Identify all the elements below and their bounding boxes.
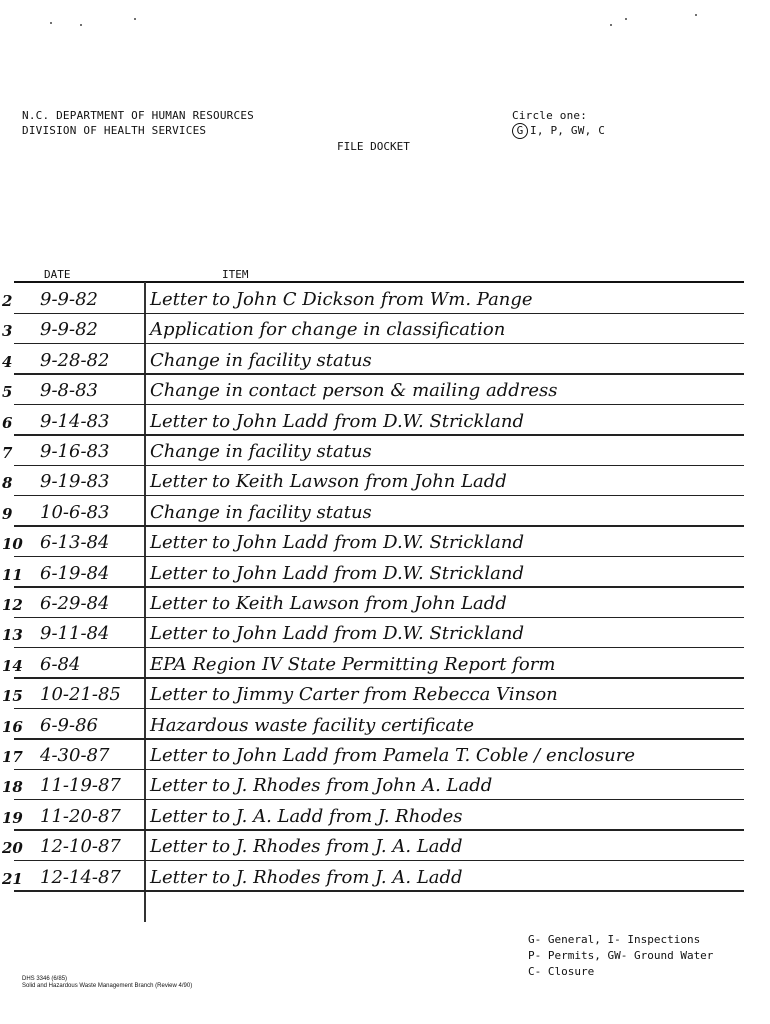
docket-row <box>0 801 770 831</box>
entry-number: 11 <box>2 565 23 584</box>
entry-number: 7 <box>2 444 13 462</box>
entry-date: 9-11-84 <box>40 623 110 645</box>
entry-number: 5 <box>2 383 13 402</box>
entry-date: 4-30-87 <box>40 745 110 766</box>
entry-item: Letter to J. Rhodes from John A. Ladd <box>150 775 493 797</box>
entry-date: 9-14-83 <box>40 410 110 432</box>
entry-item: Letter to Jimmy Carter from Rebecca Vinson <box>150 684 558 706</box>
docket-row <box>0 527 770 557</box>
dept-line2: DIVISION OF HEALTH SERVICES <box>22 124 207 137</box>
entry-date: 9-19-83 <box>40 471 110 493</box>
entry-number: 17 <box>2 748 23 766</box>
docket-row <box>0 679 770 709</box>
entry-number: 13 <box>2 626 23 645</box>
circle-prompt: Circle one: <box>512 109 588 122</box>
entry-date: 6-84 <box>40 653 81 675</box>
docket-row <box>0 862 770 892</box>
entry-item: Letter to John Ladd from D.W. Strickland <box>150 410 524 432</box>
entry-number: 16 <box>2 717 23 736</box>
entry-date: 10-6-83 <box>40 501 110 523</box>
entry-number: 12 <box>2 596 23 614</box>
legend-line2: P- Permits, GW- Ground Water <box>528 949 714 962</box>
entry-date: 10-21-85 <box>40 684 121 706</box>
entry-item: Change in facility status <box>150 349 372 371</box>
entry-item: EPA Region IV State Permitting Report form <box>150 653 556 675</box>
entry-date: 9-16-83 <box>40 441 110 462</box>
entry-item: Letter to J. A. Ladd from J. Rhodes <box>150 805 463 827</box>
docket-row <box>0 406 770 436</box>
entry-number: 19 <box>2 808 23 827</box>
docket-row <box>0 558 770 588</box>
entry-number: 8 <box>2 474 13 493</box>
entry-number: 20 <box>2 839 23 858</box>
entry-item: Change in contact person & mailing address <box>150 380 558 402</box>
dept-line1: N.C. DEPARTMENT OF HUMAN RESOURCES <box>22 109 254 122</box>
entry-item: Letter to John Ladd from D.W. Strickland <box>150 623 524 645</box>
entry-item: Change in facility status <box>150 501 372 523</box>
docket-row <box>0 284 770 314</box>
entry-item: Letter to Keith Lawson from John Ladd <box>150 471 507 493</box>
legend-line1: G- General, I- Inspections <box>528 933 701 946</box>
entry-item: Letter to John Ladd from Pamela T. Coble / enclosure <box>150 745 635 766</box>
docket-row <box>0 618 770 648</box>
docket-row <box>0 436 770 466</box>
entry-number: 18 <box>2 778 23 797</box>
entry-item: Letter to John C Dickson from Wm. Pange <box>150 289 533 310</box>
entry-item: Letter to John Ladd from D.W. Strickland <box>150 532 524 554</box>
entry-item: Letter to J. Rhodes from J. A. Ladd <box>150 836 463 858</box>
form-id-line2: Solid and Hazardous Waste Management Branch (Review 4/90) <box>22 983 193 989</box>
entry-date: 6-19-84 <box>40 562 110 584</box>
entry-date: 9-9-82 <box>40 289 98 310</box>
form-identifier <box>22 976 192 990</box>
docket-row <box>0 314 770 344</box>
entry-date: 6-9-86 <box>40 714 98 736</box>
entry-date: 6-13-84 <box>40 532 110 554</box>
category-legend <box>528 932 713 980</box>
entry-date: 12-14-87 <box>40 866 121 888</box>
entry-date: 11-20-87 <box>40 805 121 827</box>
docket-title: FILE DOCKET <box>337 140 410 153</box>
category-options: I, P, GW, C <box>530 124 606 137</box>
entry-item: Letter to Keith Lawson from John Ladd <box>150 593 507 614</box>
docket-row <box>0 466 770 496</box>
docket-row <box>0 831 770 861</box>
entry-date: 6-29-84 <box>40 593 110 614</box>
docket-row <box>0 497 770 527</box>
entry-number: 3 <box>2 322 13 341</box>
row-rule <box>14 890 744 891</box>
entry-number: 6 <box>2 413 13 432</box>
entry-date: 9-9-82 <box>40 319 98 341</box>
docket-row <box>0 740 770 770</box>
entry-number: 10 <box>2 535 23 554</box>
entry-item: Hazardous waste facility certificate <box>150 714 475 736</box>
docket-row <box>0 649 770 679</box>
docket-row <box>0 770 770 800</box>
docket-row <box>0 345 770 375</box>
entry-item: Letter to John Ladd from D.W. Strickland <box>150 562 524 584</box>
selected-category-circle: G <box>512 123 528 139</box>
entry-number: 2 <box>2 292 13 310</box>
entry-number: 15 <box>2 687 23 706</box>
date-column-header: DATE <box>44 268 71 281</box>
legend-line3: C- Closure <box>528 965 595 978</box>
docket-row <box>0 375 770 405</box>
entry-item: Application for change in classification <box>150 319 506 341</box>
entry-item: Change in facility status <box>150 441 372 462</box>
entry-number: 9 <box>2 504 13 523</box>
entry-item: Letter to J. Rhodes from J. A. Ladd <box>150 866 463 888</box>
form-id-line1: DHS 3346 (6/85) <box>22 976 68 982</box>
entry-number: 4 <box>2 352 13 371</box>
docket-row <box>0 710 770 740</box>
entry-date: 9-8-83 <box>40 380 98 402</box>
docket-row <box>0 588 770 618</box>
item-column-header: ITEM <box>222 268 249 281</box>
entry-number: 14 <box>2 656 23 675</box>
entry-date: 9-28-82 <box>40 349 110 371</box>
entry-number: 21 <box>2 869 23 888</box>
entry-date: 12-10-87 <box>40 836 121 858</box>
entry-date: 11-19-87 <box>40 775 121 797</box>
